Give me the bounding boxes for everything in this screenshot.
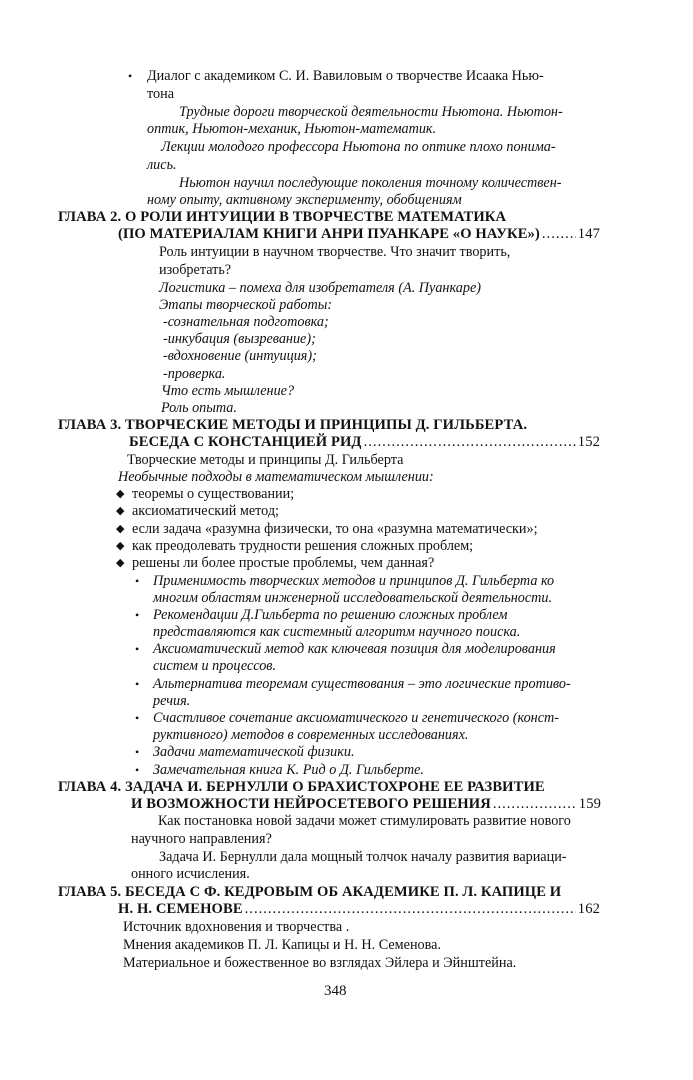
diamond-bullet-icon: ◆	[116, 488, 125, 500]
list-item: руктивного) методов в современных исследованиях.	[153, 727, 469, 743]
toc-subline: Роль опыта.	[161, 400, 237, 416]
chapter-heading-toc	[129, 434, 600, 451]
round-bullet-icon: •	[135, 642, 140, 656]
toc-line: изобретать?	[159, 262, 232, 278]
list-item: представляются как системный алгоритм научного поиска.	[153, 624, 521, 640]
list-item: Аксиоматический метод как ключевая позиция для моделирования	[153, 641, 556, 657]
diamond-bullet-icon: ◆	[116, 540, 125, 552]
leader-dots	[364, 434, 576, 451]
toc-line: Источник вдохновения и творчества .	[123, 919, 350, 935]
round-bullet-icon: •	[135, 763, 140, 777]
round-bullet-icon: •	[135, 745, 140, 759]
round-bullet-icon: •	[135, 574, 140, 588]
toc-subline: оптик, Ньютон-механик, Ньютон-математик.	[147, 121, 437, 137]
toc-line: Материальное и божественное во взглядах Эйлера и Эйнштейна.	[123, 955, 517, 971]
list-item: теоремы о существовании;	[132, 486, 295, 502]
list-item: многим областям инженерной исследовательской деятельности.	[153, 590, 553, 606]
chapter-heading-toc	[118, 226, 600, 243]
round-bullet-icon: •	[135, 608, 140, 622]
leader-dots	[493, 796, 577, 813]
toc-subline: -сознательная подготовка;	[163, 314, 329, 330]
chapter-heading: ГЛАВА 2. О РОЛИ ИНТУИЦИИ В ТВОРЧЕСТВЕ МАТЕМАТИКА	[58, 209, 507, 225]
toc-subline: Что есть мышление?	[161, 383, 295, 399]
list-item: как преодолевать трудности решения сложных проблем;	[132, 538, 474, 554]
toc-subline: -инкубация (вызревание);	[163, 331, 316, 347]
toc-subline: Трудные дороги творческой деятельности Ньютона. Ньютон-	[179, 104, 563, 120]
toc-subline: лись.	[147, 157, 177, 173]
toc-subline: ному опыту, активному эксперименту, обобщениям	[147, 192, 462, 208]
toc-subline: Логистика – помеха для изобретателя (А. Пуанкаре)	[159, 280, 481, 296]
list-item: Применимость творческих методов и принципов Д. Гильберта ко	[153, 573, 555, 589]
page-number: 348	[324, 983, 347, 999]
diamond-bullet-icon: ◆	[116, 523, 125, 535]
list-item: речия.	[153, 693, 191, 709]
list-item: если задача «разумна физически, то она «разумна математически»;	[132, 521, 538, 537]
list-item: аксиоматический метод;	[132, 503, 279, 519]
list-item: Замечательная книга К. Рид о Д. Гильберте.	[153, 762, 424, 778]
toc-line: Творческие методы и принципы Д. Гильберта	[127, 452, 404, 468]
page-ref: 152	[577, 434, 600, 450]
leader-dots	[245, 901, 576, 918]
page-ref: 159	[578, 796, 601, 812]
page-ref: 162	[577, 901, 600, 917]
toc-subline: Необычные подходы в математическом мышлении:	[118, 469, 434, 485]
chapter-heading-toc	[118, 901, 600, 918]
list-item: Альтернатива теоремам существования – это логические противо-	[153, 676, 571, 692]
list-item: Задачи математической физики.	[153, 744, 355, 760]
list-item: Счастливое сочетание аксиоматического и генетического (конст-	[153, 710, 559, 726]
chapter-heading: ГЛАВА 4. ЗАДАЧА И. БЕРНУЛЛИ О БРАХИСТОХРОНЕ ЕЕ РАЗВИТИЕ	[58, 779, 545, 795]
toc-line: Роль интуиции в научном творчестве. Что значит творить,	[159, 244, 511, 260]
round-bullet-icon: •	[128, 69, 133, 83]
diamond-bullet-icon: ◆	[116, 557, 125, 569]
chapter-title: И ВОЗМОЖНОСТИ НЕЙРОСЕТЕВОГО РЕШЕНИЯ	[131, 796, 491, 812]
toc-subline: Лекции молодого профессора Ньютона по оптике плохо понима-	[161, 139, 556, 155]
toc-subline: Этапы творческой работы:	[159, 297, 333, 313]
toc-line: научного направления?	[131, 831, 272, 847]
toc-line: Мнения академиков П. Л. Капицы и Н. Н. Семенова.	[123, 937, 441, 953]
toc-line: тона	[147, 86, 174, 102]
toc-line: Диалог с академиком С. И. Вавиловым о творчестве Исаака Нью-	[147, 68, 544, 84]
toc-subline: Ньютон научил последующие поколения точному количествен-	[179, 175, 562, 191]
chapter-title: БЕСЕДА С КОНСТАНЦИЕЙ РИД	[129, 434, 362, 450]
toc-line: Задача И. Бернулли дала мощный толчок началу развития вариаци-	[159, 849, 567, 865]
toc-line: онного исчисления.	[131, 866, 250, 882]
toc-line: Как постановка новой задачи может стимулировать развитие нового	[158, 813, 571, 829]
list-item: Рекомендации Д.Гильберта по решению сложных проблем	[153, 607, 508, 623]
toc-subline: -проверка.	[163, 366, 226, 382]
list-item: решены ли более простые проблемы, чем данная?	[132, 555, 435, 571]
chapter-heading: ГЛАВА 5. БЕСЕДА С Ф. КЕДРОВЫМ ОБ АКАДЕМИКЕ П. Л. КАПИЦЕ И	[58, 884, 562, 900]
list-item: систем и процессов.	[153, 658, 276, 674]
chapter-title: (ПО МАТЕРИАЛАМ КНИГИ АНРИ ПУАНКАРЕ «О НАУКЕ»)	[118, 226, 540, 242]
chapter-title: Н. Н. СЕМЕНОВЕ	[118, 901, 243, 917]
toc-subline: -вдохновение (интуиция);	[163, 348, 317, 364]
round-bullet-icon: •	[135, 677, 140, 691]
round-bullet-icon: •	[135, 711, 140, 725]
diamond-bullet-icon: ◆	[116, 505, 125, 517]
leader-dots	[542, 226, 576, 243]
chapter-heading: ГЛАВА 3. ТВОРЧЕСКИЕ МЕТОДЫ И ПРИНЦИПЫ Д. ГИЛЬБЕРТА.	[58, 417, 528, 433]
page-ref: 147	[577, 226, 600, 242]
chapter-heading-toc	[131, 796, 601, 813]
